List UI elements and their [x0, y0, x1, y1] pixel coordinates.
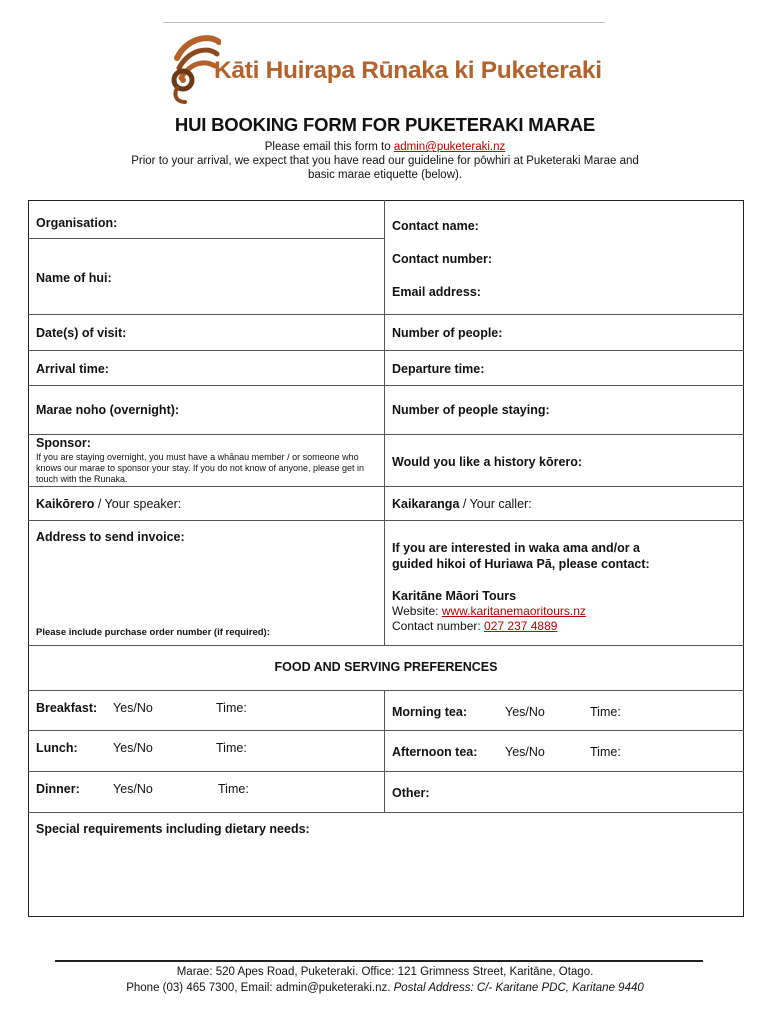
waka-info-line-2: guided hikoi of Huriawa Pā, please contact: [392, 557, 650, 571]
row-line [28, 520, 744, 521]
other-label: Other: [392, 786, 430, 800]
tours-contact [392, 619, 557, 633]
footer-phone-email: Phone (03) 465 7300, Email: admin@puketeraki.nz. [126, 982, 394, 994]
number-of-people-label: Number of people: [392, 326, 503, 340]
page-title: HUI BOOKING FORM FOR PUKETERAKI MARAE [174, 114, 596, 135]
waka-info-line-1: If you are interested in waka ama and/or a [392, 541, 641, 555]
dates-of-visit-label: Date(s) of visit: [36, 326, 127, 340]
purchase-order-note: Please include purchase order number (if required): [36, 627, 270, 638]
row-line [28, 771, 744, 772]
breakfast-yes-no: Yes/No [113, 701, 153, 715]
arrival-time-label: Arrival time: [36, 362, 109, 376]
kaikorero-sub: / Your speaker: [94, 497, 182, 511]
email-instruction [60, 140, 710, 154]
logo-top-rule [163, 22, 605, 23]
number-staying-label: Number of people staying: [392, 403, 550, 417]
food-column-divider [384, 690, 385, 812]
dinner-label: Dinner: [36, 782, 80, 796]
row-line [28, 812, 744, 813]
row-line [28, 314, 744, 315]
row-line [28, 486, 744, 487]
address-invoice-label: Address to send invoice: [36, 530, 185, 544]
email-prefix: Please email this form to [264, 141, 391, 153]
special-requirements-label: Special requirements including dietary needs: [36, 822, 310, 836]
footer-address: Marae: 520 Apes Road, Puketeraki. Office: 121 Grimness Street, Karitāne, Otago. [176, 966, 594, 978]
row-line [28, 434, 744, 435]
intro-line-1: Prior to your arrival, we expect that you have read our guideline for pōwhiri at Puketeraki Marae and [131, 155, 639, 167]
history-korero-label: Would you like a history kōrero: [392, 455, 583, 469]
name-of-hui-label: Name of hui: [36, 271, 112, 285]
tours-contact-label: Contact number: [392, 619, 485, 633]
column-divider [384, 200, 385, 645]
footer-postal-address: Postal Address: C/- Karitane PDC, Karitane 9440 [393, 982, 644, 994]
kaikaranga-sub: / Your caller: [459, 497, 532, 511]
logo-text: Kāti Huirapa Rūnaka ki Puketeraki [214, 57, 602, 84]
morning-tea-time: Time: [590, 705, 621, 719]
morning-tea-label: Morning tea: [392, 705, 467, 719]
kaikaranga-term: Kaikaranga [392, 497, 460, 511]
contact-name-label: Contact name: [392, 219, 479, 233]
row-line [28, 690, 744, 691]
dinner-time: Time: [218, 782, 249, 796]
row-line [28, 238, 384, 239]
sponsor-note: If you are staying overnight, you must have a whānau member / or someone who knows our marae to sponsor your stay. If you do not know of anyone, please get in touch with the Runaka. [36, 452, 365, 484]
row-line [28, 350, 744, 351]
website-link[interactable]: www.karitanemaoritours.nz [441, 604, 586, 618]
logo [163, 22, 605, 106]
intro-line-2: basic marae etiquette (below). [307, 169, 463, 181]
breakfast-label: Breakfast: [36, 701, 98, 715]
dinner-yes-no: Yes/No [113, 782, 153, 796]
footer-rule [55, 960, 703, 962]
breakfast-time: Time: [216, 701, 247, 715]
lunch-time: Time: [216, 741, 247, 755]
tours-website [392, 604, 586, 618]
row-line [28, 645, 744, 646]
departure-time-label: Departure time: [392, 362, 485, 376]
food-section-title: FOOD AND SERVING PREFERENCES [274, 660, 498, 674]
row-line [28, 385, 744, 386]
afternoon-tea-yes-no: Yes/No [505, 745, 545, 759]
lunch-label: Lunch: [36, 741, 78, 755]
lunch-yes-no: Yes/No [113, 741, 153, 755]
footer-contact [0, 982, 770, 994]
kaikorero-label [36, 497, 181, 511]
tours-phone-link[interactable]: 027 237 4889 [484, 619, 558, 633]
marae-noho-label: Marae noho (overnight): [36, 403, 180, 417]
afternoon-tea-time: Time: [590, 745, 621, 759]
email-link[interactable]: admin@puketeraki.nz [393, 141, 506, 153]
contact-number-label: Contact number: [392, 252, 492, 266]
kaikaranga-label [392, 497, 532, 511]
row-line [28, 730, 744, 731]
morning-tea-yes-no: Yes/No [505, 705, 545, 719]
website-label: Website: [392, 604, 442, 618]
sponsor-label: Sponsor: [36, 436, 91, 450]
tours-name: Karitāne Māori Tours [392, 589, 517, 603]
organisation-label: Organisation: [36, 216, 118, 230]
afternoon-tea-label: Afternoon tea: [392, 745, 478, 759]
email-address-label: Email address: [392, 285, 481, 299]
kaikorero-term: Kaikōrero [36, 497, 95, 511]
